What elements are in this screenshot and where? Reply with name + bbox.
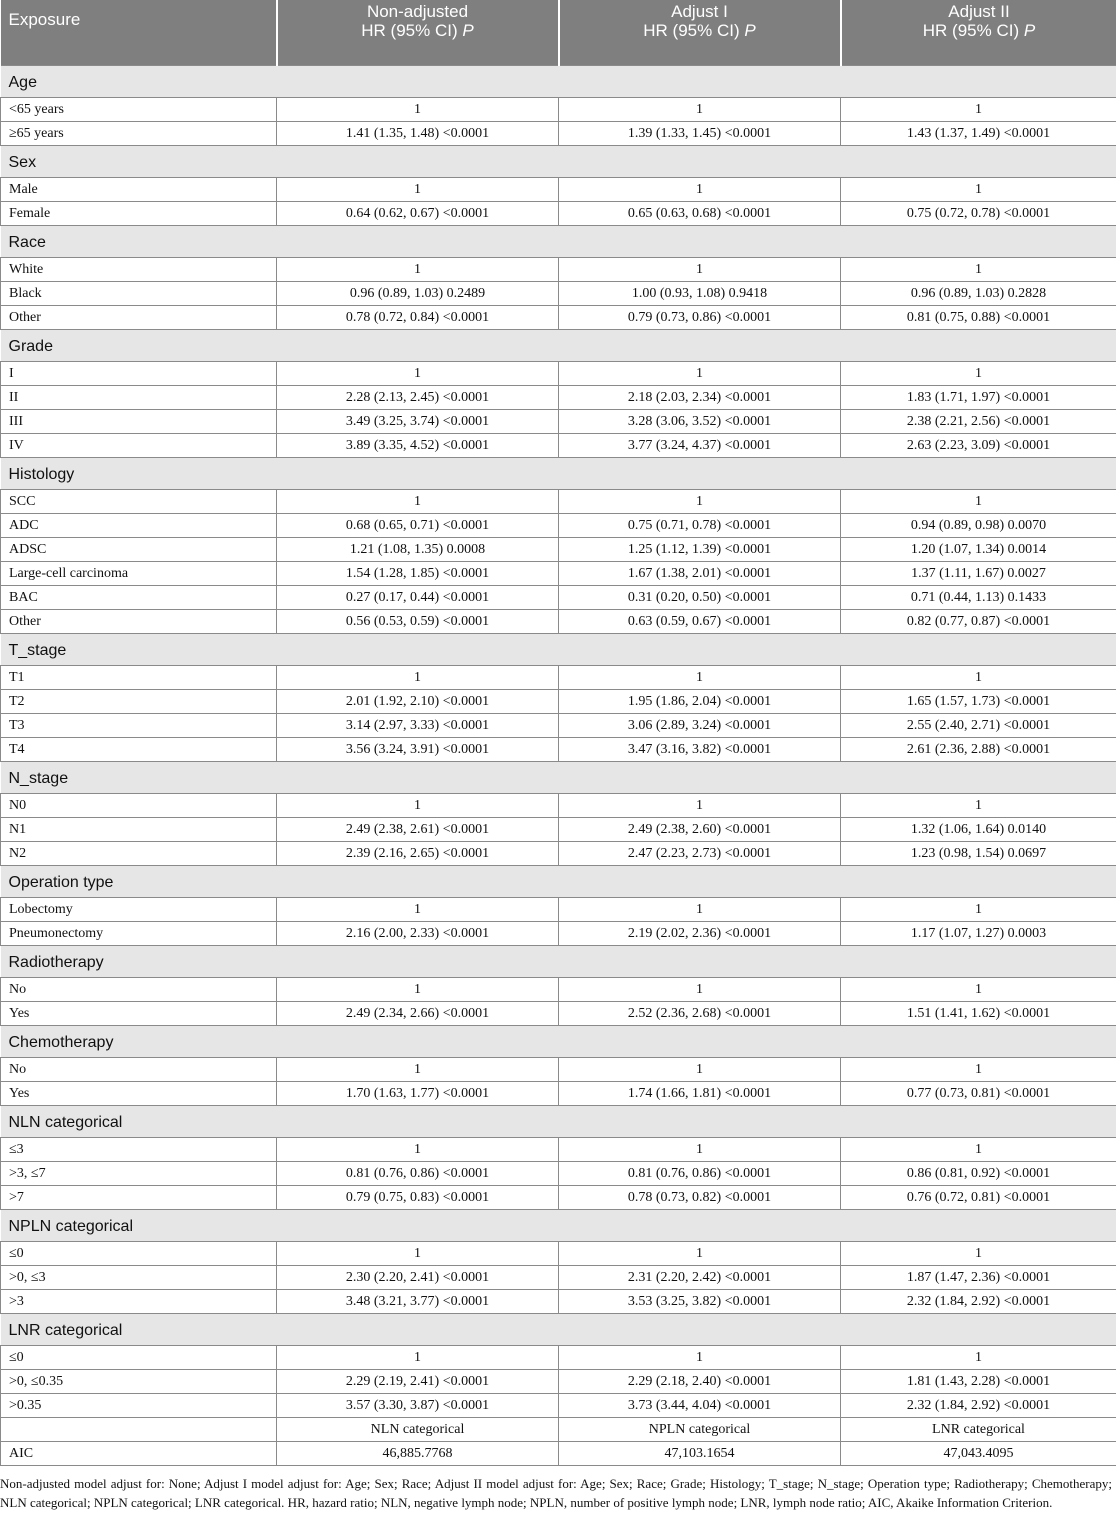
table-row: [1, 610, 1116, 634]
row-label: ≤0: [1, 1346, 277, 1370]
table-row: [1, 386, 1116, 410]
table-row: [1, 794, 1116, 818]
hr-value-cell: 3.57 (3.30, 3.87) <0.0001: [277, 1394, 559, 1418]
hr-value-cell: 0.79 (0.75, 0.83) <0.0001: [277, 1186, 559, 1210]
row-label: >0, ≤0.35: [1, 1370, 277, 1394]
row-label: Large-cell carcinoma: [1, 562, 277, 586]
group-header-row: [1, 1106, 1116, 1138]
hr-value-cell: 1: [559, 1138, 841, 1162]
table-row: [1, 978, 1116, 1002]
column-header-title: Adjust II: [948, 2, 1010, 21]
row-label: T2: [1, 690, 277, 714]
hr-value-cell: 1: [277, 258, 559, 282]
table-row: [1, 98, 1116, 122]
table-row: [1, 202, 1116, 226]
group-label: T_stage: [1, 634, 1116, 666]
hr-value-cell: 2.52 (2.36, 2.68) <0.0001: [559, 1002, 841, 1026]
hr-value-cell: 2.16 (2.00, 2.33) <0.0001: [277, 922, 559, 946]
hr-value-cell: 3.53 (3.25, 3.82) <0.0001: [559, 1290, 841, 1314]
hr-value-cell: 1: [559, 978, 841, 1002]
row-label: Yes: [1, 1002, 277, 1026]
group-label: Race: [1, 226, 1116, 258]
row-label: II: [1, 386, 277, 410]
hr-value-cell: 2.38 (2.21, 2.56) <0.0001: [841, 410, 1116, 434]
group-header-row: [1, 634, 1116, 666]
hr-value-cell: 2.39 (2.16, 2.65) <0.0001: [277, 842, 559, 866]
group-header-row: [1, 1210, 1116, 1242]
hr-value-cell: 3.77 (3.24, 4.37) <0.0001: [559, 434, 841, 458]
row-label: BAC: [1, 586, 277, 610]
group-label: Grade: [1, 330, 1116, 362]
hr-value-cell: 0.78 (0.72, 0.84) <0.0001: [277, 306, 559, 330]
hr-value-cell: 1.70 (1.63, 1.77) <0.0001: [277, 1082, 559, 1106]
group-label: Age: [1, 66, 1116, 98]
hr-value-cell: 1: [277, 362, 559, 386]
hr-value-cell: 1: [559, 98, 841, 122]
hr-value-cell: 1: [277, 898, 559, 922]
hr-value-cell: 1.20 (1.07, 1.34) 0.0014: [841, 538, 1116, 562]
row-label: >7: [1, 1186, 277, 1210]
hr-value-cell: 1: [559, 1242, 841, 1266]
column-header-title: Non-adjusted: [366, 2, 469, 21]
table-row: [1, 666, 1116, 690]
hr-value-cell: 1: [277, 666, 559, 690]
hr-value-cell: 3.89 (3.35, 4.52) <0.0001: [277, 434, 559, 458]
hr-value-cell: 2.28 (2.13, 2.45) <0.0001: [277, 386, 559, 410]
table-row: [1, 490, 1116, 514]
row-label: IV: [1, 434, 277, 458]
row-label: I: [1, 362, 277, 386]
row-label: T3: [1, 714, 277, 738]
hr-value-cell: 2.55 (2.40, 2.71) <0.0001: [841, 714, 1116, 738]
group-label: NLN categorical: [1, 1106, 1116, 1138]
summary-value-cell: 46,885.7768: [277, 1442, 559, 1466]
row-label: ADSC: [1, 538, 277, 562]
hr-value-cell: 1: [841, 978, 1116, 1002]
column-header-p: P: [462, 21, 474, 40]
row-label: Other: [1, 610, 277, 634]
hr-value-cell: 1: [841, 98, 1116, 122]
row-label: ADC: [1, 514, 277, 538]
row-label: >0, ≤3: [1, 1266, 277, 1290]
hr-value-cell: 1: [277, 1242, 559, 1266]
hr-value-cell: 1: [841, 490, 1116, 514]
column-header-title: Adjust I: [671, 2, 728, 21]
table-row: [1, 1082, 1116, 1106]
table-body: [1, 66, 1116, 1466]
group-label: Histology: [1, 458, 1116, 490]
hr-value-cell: 1.23 (0.98, 1.54) 0.0697: [841, 842, 1116, 866]
group-label: Operation type: [1, 866, 1116, 898]
hr-value-cell: 0.94 (0.89, 0.98) 0.0070: [841, 514, 1116, 538]
table-row: [1, 1266, 1116, 1290]
hr-value-cell: 0.27 (0.17, 0.44) <0.0001: [277, 586, 559, 610]
table-row: [1, 362, 1116, 386]
hr-value-cell: 3.48 (3.21, 3.77) <0.0001: [277, 1290, 559, 1314]
hr-value-cell: 2.47 (2.23, 2.73) <0.0001: [559, 842, 841, 866]
hr-value-cell: 1: [277, 978, 559, 1002]
hr-value-cell: 0.81 (0.76, 0.86) <0.0001: [277, 1162, 559, 1186]
column-header-adjust-ii: [841, 0, 1116, 66]
hr-value-cell: 1: [559, 794, 841, 818]
row-label: N1: [1, 818, 277, 842]
hr-value-cell: 0.77 (0.73, 0.81) <0.0001: [841, 1082, 1116, 1106]
summary-value-cell: NPLN categorical: [559, 1418, 841, 1442]
column-header-adjust-i: [559, 0, 841, 66]
hr-value-cell: 0.71 (0.44, 1.13) 0.1433: [841, 586, 1116, 610]
table-row: [1, 306, 1116, 330]
table-row: [1, 538, 1116, 562]
summary-row: [1, 1418, 1116, 1442]
row-label: N0: [1, 794, 277, 818]
hr-value-cell: 1: [559, 666, 841, 690]
row-label: AIC: [1, 1442, 277, 1466]
table-row: [1, 898, 1116, 922]
group-header-row: [1, 946, 1116, 978]
column-header-p: P: [744, 21, 756, 40]
hr-value-cell: 0.82 (0.77, 0.87) <0.0001: [841, 610, 1116, 634]
row-label: SCC: [1, 490, 277, 514]
header-row: [1, 0, 1116, 66]
row-label: N2: [1, 842, 277, 866]
row-label: ≥65 years: [1, 122, 277, 146]
table-row: [1, 562, 1116, 586]
row-label: III: [1, 410, 277, 434]
column-header-sub: HR (95% CI): [922, 21, 1020, 40]
hr-value-cell: 1: [841, 898, 1116, 922]
row-label: >3, ≤7: [1, 1162, 277, 1186]
hr-value-cell: 1: [841, 1058, 1116, 1082]
row-label: Lobectomy: [1, 898, 277, 922]
hr-value-cell: 1.21 (1.08, 1.35) 0.0008: [277, 538, 559, 562]
group-header-row: [1, 458, 1116, 490]
hr-value-cell: 2.30 (2.20, 2.41) <0.0001: [277, 1266, 559, 1290]
hr-value-cell: 1.65 (1.57, 1.73) <0.0001: [841, 690, 1116, 714]
hr-value-cell: 0.63 (0.59, 0.67) <0.0001: [559, 610, 841, 634]
hr-value-cell: 1: [277, 1058, 559, 1082]
hr-value-cell: 3.47 (3.16, 3.82) <0.0001: [559, 738, 841, 762]
hr-value-cell: 1: [841, 362, 1116, 386]
row-label: [1, 1418, 277, 1442]
hr-value-cell: 1.37 (1.11, 1.67) 0.0027: [841, 562, 1116, 586]
hr-value-cell: 0.68 (0.65, 0.71) <0.0001: [277, 514, 559, 538]
row-label: T4: [1, 738, 277, 762]
table-row: [1, 1058, 1116, 1082]
hr-value-cell: 0.65 (0.63, 0.68) <0.0001: [559, 202, 841, 226]
hr-value-cell: 0.86 (0.81, 0.92) <0.0001: [841, 1162, 1116, 1186]
table-row: [1, 818, 1116, 842]
row-label: Yes: [1, 1082, 277, 1106]
row-label: Black: [1, 282, 277, 306]
group-label: N_stage: [1, 762, 1116, 794]
group-header-row: [1, 226, 1116, 258]
hr-value-cell: 2.32 (1.84, 2.92) <0.0001: [841, 1290, 1116, 1314]
hr-value-cell: 1.00 (0.93, 1.08) 0.9418: [559, 282, 841, 306]
hr-value-cell: 0.75 (0.71, 0.78) <0.0001: [559, 514, 841, 538]
group-header-row: [1, 866, 1116, 898]
table-row: [1, 586, 1116, 610]
hr-value-cell: 2.19 (2.02, 2.36) <0.0001: [559, 922, 841, 946]
table-row: [1, 842, 1116, 866]
hr-value-cell: 0.31 (0.20, 0.50) <0.0001: [559, 586, 841, 610]
hr-value-cell: 0.75 (0.72, 0.78) <0.0001: [841, 202, 1116, 226]
table-row: [1, 1346, 1116, 1370]
table-row: [1, 690, 1116, 714]
column-header-non-adjusted: [277, 0, 559, 66]
hr-value-cell: 1: [277, 1346, 559, 1370]
hr-value-cell: 2.49 (2.38, 2.60) <0.0001: [559, 818, 841, 842]
row-label: ≤3: [1, 1138, 277, 1162]
summary-value-cell: NLN categorical: [277, 1418, 559, 1442]
hr-value-cell: 1.95 (1.86, 2.04) <0.0001: [559, 690, 841, 714]
row-label: T1: [1, 666, 277, 690]
row-label: >3: [1, 1290, 277, 1314]
row-label: >0.35: [1, 1394, 277, 1418]
row-label: White: [1, 258, 277, 282]
table-row: [1, 922, 1116, 946]
hr-value-cell: 1.32 (1.06, 1.64) 0.0140: [841, 818, 1116, 842]
group-header-row: [1, 146, 1116, 178]
hr-value-cell: 2.49 (2.34, 2.66) <0.0001: [277, 1002, 559, 1026]
hr-value-cell: 2.29 (2.18, 2.40) <0.0001: [559, 1370, 841, 1394]
table-row: [1, 1290, 1116, 1314]
table-row: [1, 1394, 1116, 1418]
hr-value-cell: 0.96 (0.89, 1.03) 0.2489: [277, 282, 559, 306]
hr-value-cell: 2.49 (2.38, 2.61) <0.0001: [277, 818, 559, 842]
hr-value-cell: 2.18 (2.03, 2.34) <0.0001: [559, 386, 841, 410]
row-label: Other: [1, 306, 277, 330]
hr-value-cell: 1.41 (1.35, 1.48) <0.0001: [277, 122, 559, 146]
hr-value-cell: 1: [841, 178, 1116, 202]
hr-value-cell: 1.67 (1.38, 2.01) <0.0001: [559, 562, 841, 586]
row-label: <65 years: [1, 98, 277, 122]
summary-row: [1, 1442, 1116, 1466]
table-row: [1, 1162, 1116, 1186]
table-row: [1, 282, 1116, 306]
hr-value-cell: 1: [559, 898, 841, 922]
group-header-row: [1, 66, 1116, 98]
hr-value-cell: 1: [559, 1346, 841, 1370]
table-row: [1, 1370, 1116, 1394]
table-row: [1, 1186, 1116, 1210]
hr-value-cell: 3.56 (3.24, 3.91) <0.0001: [277, 738, 559, 762]
hr-value-cell: 1: [841, 794, 1116, 818]
hr-value-cell: 1: [841, 666, 1116, 690]
hr-value-cell: 2.61 (2.36, 2.88) <0.0001: [841, 738, 1116, 762]
hr-value-cell: 1.87 (1.47, 2.36) <0.0001: [841, 1266, 1116, 1290]
group-header-row: [1, 762, 1116, 794]
row-label: No: [1, 1058, 277, 1082]
hr-value-cell: 1: [277, 490, 559, 514]
group-label: NPLN categorical: [1, 1210, 1116, 1242]
hr-value-cell: 0.76 (0.72, 0.81) <0.0001: [841, 1186, 1116, 1210]
hr-value-cell: 0.81 (0.75, 0.88) <0.0001: [841, 306, 1116, 330]
table-header: [1, 0, 1116, 66]
hr-value-cell: 0.56 (0.53, 0.59) <0.0001: [277, 610, 559, 634]
hr-value-cell: 2.29 (2.19, 2.41) <0.0001: [277, 1370, 559, 1394]
hr-value-cell: 1: [559, 362, 841, 386]
table-row: [1, 1138, 1116, 1162]
group-header-row: [1, 330, 1116, 362]
summary-value-cell: 47,043.4095: [841, 1442, 1116, 1466]
hr-value-cell: 2.01 (1.92, 2.10) <0.0001: [277, 690, 559, 714]
table-row: [1, 1002, 1116, 1026]
column-header-sub: HR (95% CI): [361, 21, 458, 40]
column-header-p: P: [1023, 21, 1036, 40]
hr-value-cell: 1: [277, 794, 559, 818]
table-row: [1, 122, 1116, 146]
column-header-exposure: Exposure: [1, 0, 277, 66]
hr-value-cell: 3.14 (2.97, 3.33) <0.0001: [277, 714, 559, 738]
hr-value-cell: 1.25 (1.12, 1.39) <0.0001: [559, 538, 841, 562]
hr-value-cell: 1: [277, 1138, 559, 1162]
hr-value-cell: 1: [559, 1058, 841, 1082]
hr-value-cell: 1: [841, 1242, 1116, 1266]
hr-value-cell: 0.81 (0.76, 0.86) <0.0001: [559, 1162, 841, 1186]
hr-value-cell: 1.83 (1.71, 1.97) <0.0001: [841, 386, 1116, 410]
column-header-sub: HR (95% CI): [643, 21, 740, 40]
hr-value-cell: 1: [559, 490, 841, 514]
table-row: [1, 178, 1116, 202]
hr-value-cell: 1: [559, 178, 841, 202]
table-row: [1, 258, 1116, 282]
row-label: Pneumonectomy: [1, 922, 277, 946]
hr-value-cell: 1.54 (1.28, 1.85) <0.0001: [277, 562, 559, 586]
table-row: [1, 714, 1116, 738]
row-label: ≤0: [1, 1242, 277, 1266]
group-header-row: [1, 1026, 1116, 1058]
summary-value-cell: LNR categorical: [841, 1418, 1116, 1442]
hr-value-cell: 3.28 (3.06, 3.52) <0.0001: [559, 410, 841, 434]
hr-value-cell: 2.31 (2.20, 2.42) <0.0001: [559, 1266, 841, 1290]
group-header-row: [1, 1314, 1116, 1346]
hr-value-cell: 0.64 (0.62, 0.67) <0.0001: [277, 202, 559, 226]
hr-value-cell: 1: [841, 1346, 1116, 1370]
hr-value-cell: 3.06 (2.89, 3.24) <0.0001: [559, 714, 841, 738]
table-row: [1, 738, 1116, 762]
hr-value-cell: 3.49 (3.25, 3.74) <0.0001: [277, 410, 559, 434]
hr-value-cell: 0.78 (0.73, 0.82) <0.0001: [559, 1186, 841, 1210]
hr-value-cell: 0.96 (0.89, 1.03) 0.2828: [841, 282, 1116, 306]
row-label: Female: [1, 202, 277, 226]
row-label: Male: [1, 178, 277, 202]
hr-value-cell: 1.43 (1.37, 1.49) <0.0001: [841, 122, 1116, 146]
table-row: [1, 514, 1116, 538]
hr-value-cell: 1: [841, 258, 1116, 282]
group-label: Chemotherapy: [1, 1026, 1116, 1058]
hr-value-cell: 1.39 (1.33, 1.45) <0.0001: [559, 122, 841, 146]
row-label: No: [1, 978, 277, 1002]
hr-value-cell: 1.81 (1.43, 2.28) <0.0001: [841, 1370, 1116, 1394]
table-footnote: Non-adjusted model adjust for: None; Adjust I model adjust for: Age; Sex; Race; Adjust II model adjust for: Age; Sex; Race; Grade; Histology; T_stage; N_stage; Operation type; Radiotherapy; Chemotherapy; NLN categorical; NPLN categorical; LNR categorical. HR, hazard ratio; NLN, negative lymph node; NPLN, number of positive lymph node; LNR, lymph node ratio; AIC, Akaike Information Criterion.: [0, 1476, 1112, 1510]
hr-value-cell: 1: [277, 178, 559, 202]
hr-value-cell: 1: [277, 98, 559, 122]
table-row: [1, 1242, 1116, 1266]
hr-value-cell: 1.51 (1.41, 1.62) <0.0001: [841, 1002, 1116, 1026]
hr-value-cell: 2.63 (2.23, 3.09) <0.0001: [841, 434, 1116, 458]
group-label: Radiotherapy: [1, 946, 1116, 978]
hr-value-cell: 1.74 (1.66, 1.81) <0.0001: [559, 1082, 841, 1106]
table-row: [1, 434, 1116, 458]
group-label: Sex: [1, 146, 1116, 178]
table-row: [1, 410, 1116, 434]
hr-value-cell: 3.73 (3.44, 4.04) <0.0001: [559, 1394, 841, 1418]
group-label: LNR categorical: [1, 1314, 1116, 1346]
hr-value-cell: 2.32 (1.84, 2.92) <0.0001: [841, 1394, 1116, 1418]
hr-value-cell: 1: [559, 258, 841, 282]
hr-value-cell: 1: [841, 1138, 1116, 1162]
hr-value-cell: 0.79 (0.73, 0.86) <0.0001: [559, 306, 841, 330]
summary-value-cell: 47,103.1654: [559, 1442, 841, 1466]
hr-value-cell: 1.17 (1.07, 1.27) 0.0003: [841, 922, 1116, 946]
